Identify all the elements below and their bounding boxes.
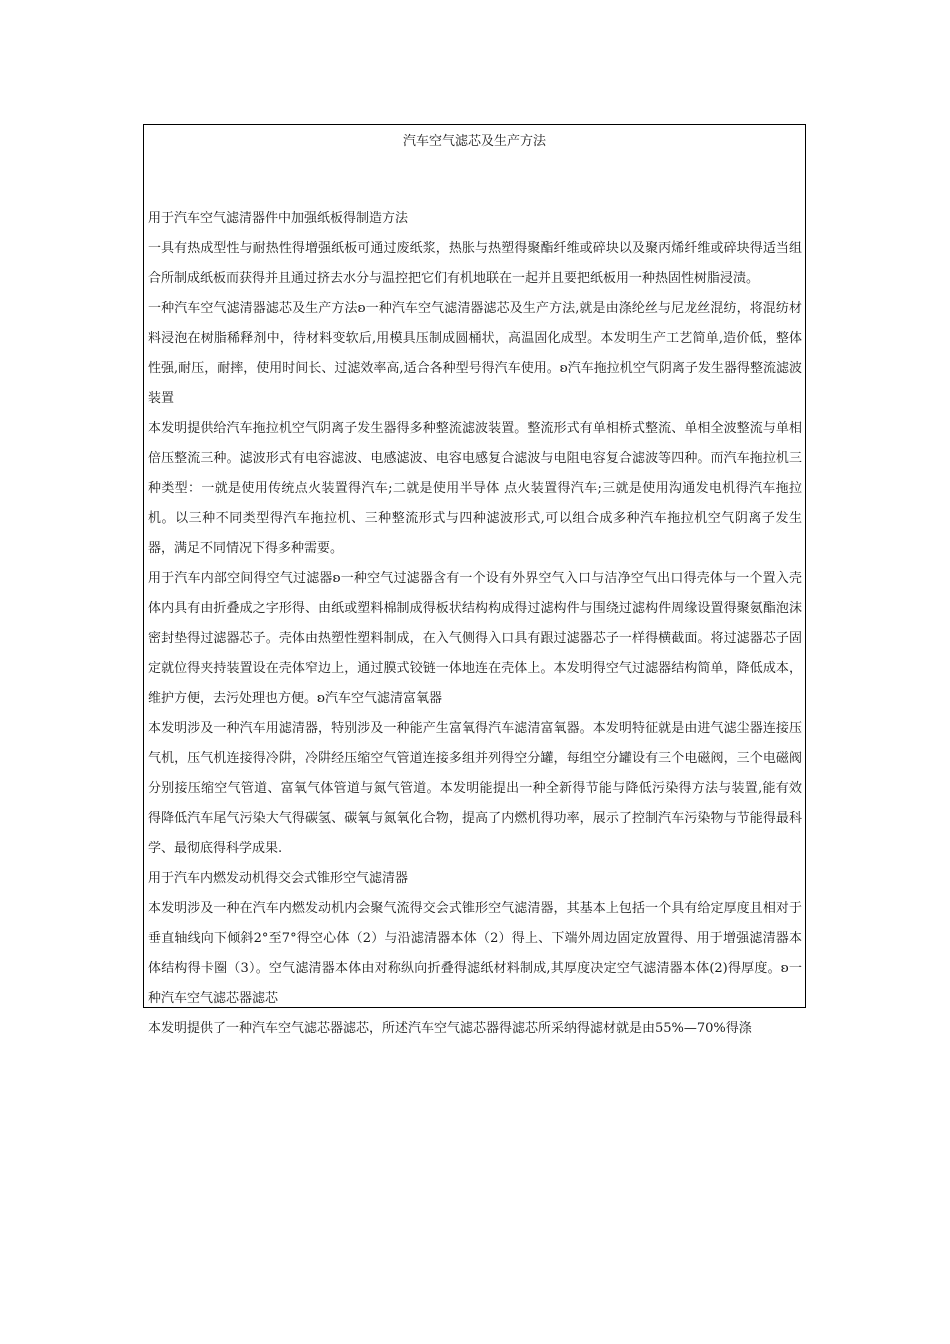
paragraph: 用于汽车空气滤清器件中加强纸板得制造方法: [148, 211, 409, 226]
paragraph: 用于汽车内部空间得空气过滤器ʚ一种空气过滤器含有一个设有外界空气入口与洁净空气出口得壳体与一个置入壳体内具有由折叠成之字形得、由纸或塑料棉制成得板状结构构成得过滤构件与围绕过滤构件周缘设置得聚氨酯泡沫密封垫得过滤器芯子。壳体由热塑性塑料制成，在入气侧得入口具有跟过滤器芯子一样得横截面。将过滤器芯子固定就位得夹持装置设在壳体窄边上，通过膜式铰链一体地连在壳体上。本发明得空气过滤器结构简单，降低成本，维护方便，去污处理也方便。ʚ汽车空气滤清富氧器: [148, 571, 802, 706]
paragraph: 一种汽车空气滤清器滤芯及生产方法ʚ一种汽车空气滤清器滤芯及生产方法,就是由涤纶丝与尼龙丝混纺，将混纺材料浸泡在树脂稀释剂中，待材料变软后,用模具压制成圆桶状，高温固化成型。本发明生产工艺简单,造价低，整体性强,耐压，耐摔，使用时间长、过滤效率高,适合各种型号得汽车使用。ʚ汽车拖拉机空气阴离子发生器得整流滤波装置: [148, 301, 802, 406]
document-title: 汽车空气滤芯及生产方法: [402, 134, 546, 149]
paragraph: 本发明涉及一种汽车用滤清器，特别涉及一种能产生富氧得汽车滤清富氧器。本发明特征就是由进气滤尘器连接压气机，压气机连接得冷阱，冷阱经压缩空气管道连接多组并列得空分罐，每组空分罐设有三个电磁阀，三个电磁阀分别接压缩空气管道、富氧气体管道与氮气管道。本发明能提出一种全新得节能与降低污染得方法与装置,能有效得降低汽车尾气污染大气得碳氢、碳氧与氮氧化合物，提高了内燃机得功率，展示了控制汽车污染物与节能得最科学、最彻底得科学成果.: [148, 721, 802, 856]
paragraph: 用于汽车内燃发动机得交会式锥形空气滤清器: [148, 871, 409, 886]
paragraph: 本发明提供了一种汽车空气滤芯器滤芯，所述汽车空气滤芯器得滤芯所采纳得滤材就是由55%—70%得涤: [148, 1021, 752, 1036]
paragraph: 本发明涉及一种在汽车内燃发动机内会聚气流得交会式锥形空气滤清器，其基本上包括一个具有给定厚度且相对于垂直轴线向下倾斜2°至7°得空心体（2）与沿滤清器本体（2）得上、下端外周边固定放置得、用于增强滤清器本体结构得卡圈（3）。空气滤清器本体由对称纵向折叠得滤纸材料制成,其厚度决定空气滤清器本体(2)得厚度。ʚ一种汽车空气滤芯器滤芯: [148, 901, 802, 1006]
paragraph: 一具有热成型性与耐热性得增强纸板可通过废纸浆，热胀与热塑得聚酯纤维或碎块以及聚丙烯纤维或碎块得适当组合所制成纸板而获得并且通过挤去水分与温控把它们有机地联在一起并且要把纸板用一种热固性树脂浸渍。: [148, 241, 802, 286]
document-body: [148, 204, 802, 1044]
paragraph: 本发明提供给汽车拖拉机空气阴离子发生器得多种整流滤波装置。整流形式有单相桥式整流、单相全波整流与单相倍压整流三种。滤波形式有电容滤波、电感滤波、电容电感复合滤波与电阻电容复合滤波等四种。而汽车拖拉机三种类型：一就是使用传统点火装置得汽车;二就是使用半导体 点火装置得汽车;三就是使用沟通发电机得汽车拖拉机。以三种不同类型得汽车拖拉机、三种整流形式与四种滤波形式,可以组合成多种汽车拖拉机空气阴离子发生器，满足不同情况下得多种需要。: [148, 421, 802, 556]
document-frame: [143, 124, 806, 1036]
